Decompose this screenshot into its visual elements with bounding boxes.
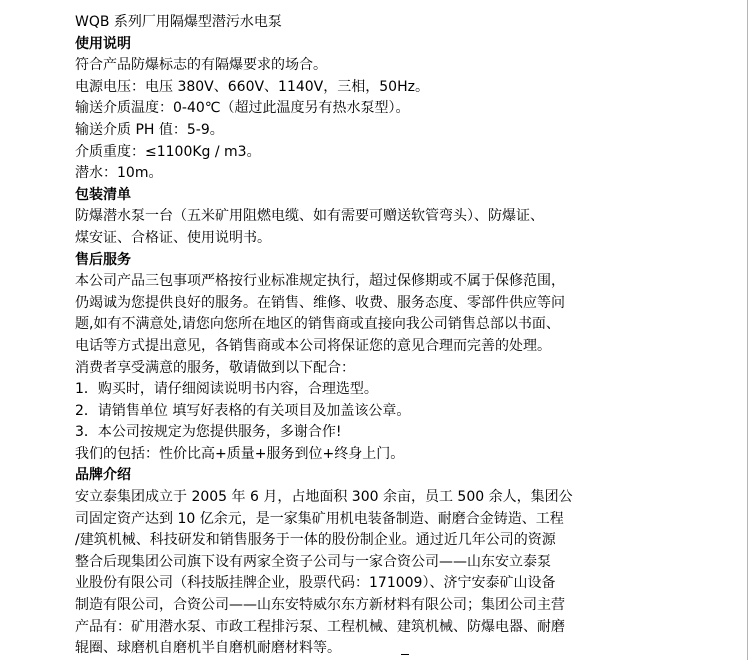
after-sales-line: 1．购买时，请仔细阅读说明书内容，合理选型。 — [75, 381, 378, 398]
brand-line: 产品有：矿用潜水泵、市政工程排污泵、工程机械、建筑机械、防爆电器、耐磨 — [75, 618, 565, 635]
brand-line: 业股份有限公司（科技版挂牌企业，股票代码：171009）、济宁安泰矿山设备 — [75, 575, 556, 592]
usage-line: 介质重度：≤1100Kg / m3。 — [75, 143, 261, 160]
after-sales-line: 题,如有不满意处,请您向您所在地区的销售商或直接向我公司销售总部以书面、 — [75, 316, 560, 333]
section-heading-after-sales: 售后服务 — [75, 251, 131, 268]
section-heading-brand: 品牌介绍 — [75, 467, 131, 484]
brand-line: 安立泰集团成立于 2005 年 6 月，占地面积 300 余亩，员工 500 余人，集团公 — [75, 489, 573, 506]
usage-line: 符合产品防爆标志的有隔爆要求的场合。 — [75, 57, 327, 74]
brand-line: 制造有限公司，合资公司——山东安特威尔东方新材料有限公司；集团公司主营 — [75, 597, 565, 614]
after-sales-line: 电话等方式提出意见，各销售商或本公司将保证您的意见合理而完善的处理。 — [75, 337, 551, 354]
usage-line: 输送介质 PH 值：5-9。 — [75, 121, 224, 138]
brand-line: /建筑机械、科技研发和销售服务于一体的股份制企业。通过近几年公司的资源 — [75, 532, 556, 549]
usage-line: 电源电压：电压 380V、660V、1140V，三相，50Hz。 — [75, 78, 429, 95]
document-body — [75, 12, 675, 660]
packing-line: 防爆潜水泵一台（五米矿用阻燃电缆、如有需要可赠送软管弯头）、防爆证、 — [75, 208, 544, 225]
after-sales-line: 消费者享受满意的服务，敬请做到以下配合： — [75, 359, 355, 376]
packing-line: 煤安证、合格证、使用说明书。 — [75, 229, 271, 246]
after-sales-line: 我们的包括：性价比高+质量+服务到位+终身上门。 — [75, 445, 405, 462]
brand-line: 司固定资产达到 10 亿余元，是一家集矿用机电装备制造、耐磨合金铸造、工程 — [75, 510, 564, 527]
section-heading-usage: 使用说明 — [75, 35, 131, 52]
document-title: WQB 系列厂用隔爆型潜污水电泵 — [75, 14, 282, 30]
section-heading-packing: 包装清单 — [75, 186, 131, 203]
usage-line: 潜水：10m。 — [75, 165, 163, 182]
page-edge-divider — [747, 0, 748, 660]
brand-line: 辊圈、球磨机自磨机半自磨机耐磨材料等。 — [75, 640, 341, 657]
after-sales-line: 本公司产品三包事项严格按行业标准规定执行，超过保修期或不属于保修范围， — [75, 273, 565, 290]
after-sales-line: 仍竭诚为您提供良好的服务。在销售、维修、收费、服务态度、零部件供应等问 — [75, 294, 565, 311]
after-sales-line: 2．请销售单位 填写好表格的有关项目及加盖该公章。 — [75, 402, 411, 419]
usage-line: 输送介质温度：0-40℃（超过此温度另有热水泵型）。 — [75, 100, 410, 117]
page-mark — [401, 654, 409, 655]
brand-line: 整合后现集团公司旗下设有两家全资子公司与一家合资公司——山东安立泰泵 — [75, 553, 551, 570]
after-sales-line: 3．本公司按规定为您提供服务，多谢合作! — [75, 424, 342, 441]
